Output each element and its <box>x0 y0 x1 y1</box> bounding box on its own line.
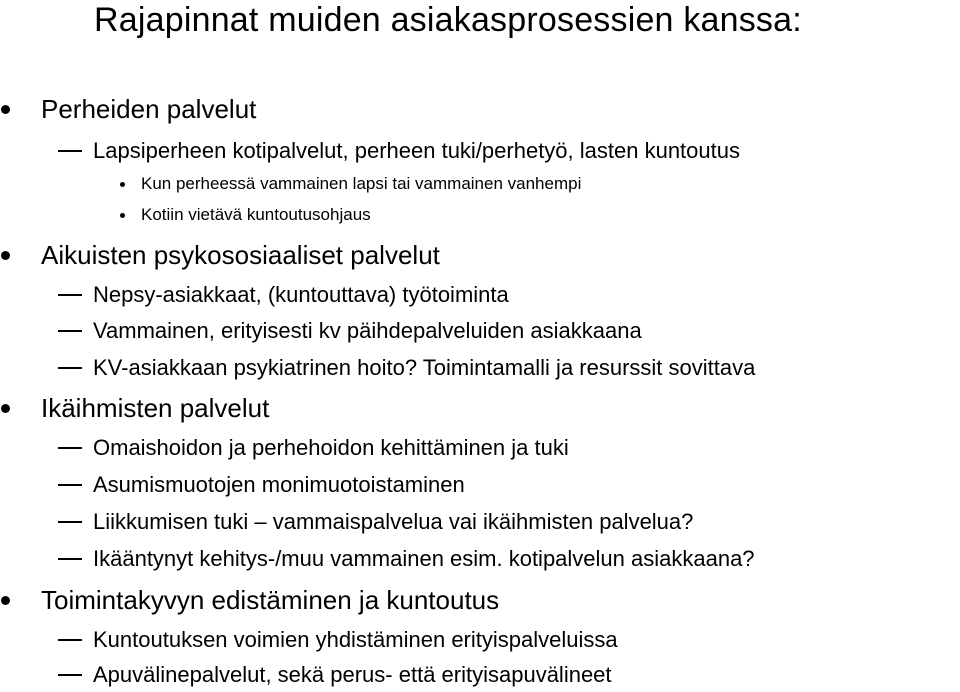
dash-icon <box>58 447 82 449</box>
dash-icon <box>58 330 82 332</box>
small-bullet-icon <box>120 213 125 218</box>
list-item-text: Kuntoutuksen voimien yhdistäminen erityispalveluissa <box>93 627 618 652</box>
list-item-text: Omaishoidon ja perhehoidon kehittäminen ja tuki <box>93 435 569 460</box>
sub-list-item-text: Kun perheessä vammainen lapsi tai vammainen vanhempi <box>141 174 582 193</box>
list-item-text: Vammainen, erityisesti kv päihdepalveluiden asiakkaana <box>93 318 642 343</box>
section-heading-text: Aikuisten psykososiaaliset palvelut <box>41 240 440 270</box>
dash-icon <box>58 367 82 369</box>
list-item-text: Liikkumisen tuki – vammaispalvelua vai ikäihmisten palvelua? <box>93 509 694 534</box>
section-heading-text: Ikäihmisten palvelut <box>41 393 270 423</box>
dash-icon <box>58 484 82 486</box>
list-item-text: Apuvälinepalvelut, sekä perus- että erityisapuvälineet <box>93 662 612 687</box>
list-item-text: KV-asiakkaan psykiatrinen hoito? Toimintamalli ja resurssit sovittava <box>93 355 756 380</box>
dash-icon <box>58 639 82 641</box>
section-heading-text: Perheiden palvelut <box>41 94 257 124</box>
list-item-text: Ikääntynyt kehitys-/muu vammainen esim. kotipalvelun asiakkaana? <box>93 546 755 571</box>
sub-list-item-text: Kotiin vietävä kuntoutusohjaus <box>141 205 371 224</box>
dash-icon <box>58 294 82 296</box>
bullet-icon <box>1 596 10 605</box>
dash-icon <box>58 674 82 676</box>
list-item-text: Lapsiperheen kotipalvelut, perheen tuki/perhetyö, lasten kuntoutus <box>93 138 740 163</box>
dash-icon <box>58 521 82 523</box>
dash-icon <box>58 150 82 152</box>
bullet-icon <box>1 105 10 114</box>
bullet-icon <box>1 404 10 413</box>
bullet-icon <box>1 251 10 260</box>
slide-title: Rajapinnat muiden asiakasprosessien kanssa: <box>94 1 802 39</box>
list-item-text: Asumismuotojen monimuotoistaminen <box>93 472 465 497</box>
list-item-text: Nepsy-asiakkaat, (kuntouttava) työtoiminta <box>93 282 509 307</box>
section-heading-text: Toimintakyvyn edistäminen ja kuntoutus <box>41 585 500 615</box>
small-bullet-icon <box>120 182 125 187</box>
dash-icon <box>58 558 82 560</box>
